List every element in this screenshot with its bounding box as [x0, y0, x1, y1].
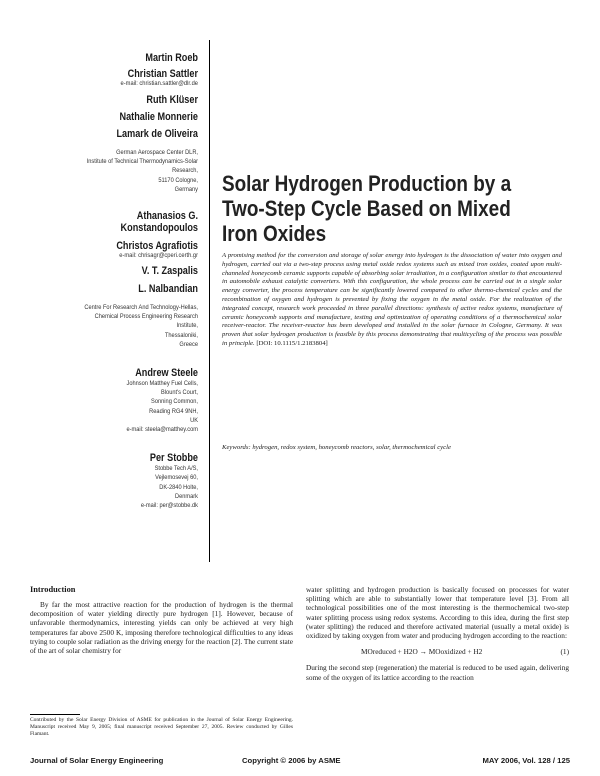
footer-issue: MAY 2006, Vol. 128 / 125: [482, 756, 570, 765]
affiliation-line: Germany: [174, 185, 198, 193]
author-block: [30, 128, 198, 194]
affiliation-line: Institute of Technical Thermodynamics-Solar: [86, 158, 198, 166]
footer-journal: Journal of Solar Energy Engineering: [30, 756, 164, 765]
author-block: [30, 52, 198, 64]
section-heading: Introduction: [30, 585, 76, 594]
author-name: Per Stobbe: [149, 452, 198, 465]
author-block: [30, 265, 198, 277]
author-name: L. Nalbandian: [138, 283, 198, 296]
paper-title: [222, 171, 514, 246]
affiliation-line: Blount's Court,: [161, 389, 198, 397]
footnote: Contributed by the Solar Energy Division of ASME for publication in the Journal of Solar Energy Engineering. Manuscript received May 9, 2005; final manuscript received September 27, 2005. Review conducted by Gilles Flamant.: [30, 717, 293, 737]
affiliation-line: Johnson Matthey Fuel Cells,: [126, 380, 198, 388]
affiliation-line: Sonning Common,: [151, 398, 198, 406]
author-block: [30, 111, 198, 123]
affiliation-line: Institute,: [176, 322, 198, 330]
author-name: Ruth Klüser: [146, 94, 198, 106]
author-block: [30, 240, 198, 260]
paragraph: By far the most attractive reaction for the production of hydrogen is the thermal decomposition of water yielding directly pure hydrogen [1]. However, because of unfavorable thermodynamics, interesting yields can only be achieved at very high temperatures far above 2500 K, imposing therefore technological difficulties to any ideas trying to couple solar radiation as the driving energy for the reaction [2]. The current state of the art of solar chemistry for: [30, 600, 293, 656]
doi[interactable]: [DOI: 10.1115/1.2183804]: [256, 339, 328, 347]
affiliation-line: German Aerospace Center DLR,: [116, 149, 198, 156]
author-name: Konstandopoulos: [120, 222, 198, 235]
author-email[interactable]: e-mail: per@stobbe.dk: [140, 502, 198, 510]
affiliation-line: Chemical Process Engineering Research: [94, 313, 198, 321]
abstract: [222, 252, 562, 349]
author-email[interactable]: e-mail: christian.sattler@dlr.de: [120, 80, 198, 87]
affiliation-line: Greece: [179, 340, 198, 348]
author-email[interactable]: e-mail: chrisagr@cperi.certh.gr: [119, 252, 198, 260]
affiliation-line: Thessaloniki,: [164, 331, 198, 339]
author-name: Lamark de Oliveira: [116, 128, 198, 140]
affiliation-line: 51170 Cologne,: [158, 176, 198, 184]
affiliation-line: Reading RG4 9NH,: [149, 407, 198, 415]
author-name: Martin Roeb: [145, 52, 198, 64]
author-name: Athanasios G.: [136, 210, 198, 223]
footer-copyright: Copyright © 2006 by ASME: [242, 756, 341, 765]
author-block: [30, 283, 198, 349]
affiliation-line: Denmark: [175, 492, 198, 500]
footnote-rule: [30, 714, 80, 715]
title-line: Solar Hydrogen Production by a: [222, 171, 512, 196]
author-block: [30, 210, 198, 234]
author-list: [30, 52, 198, 510]
equation: [306, 640, 569, 663]
author-block: [30, 452, 198, 510]
equation-text: MOreduced + H2O → MOoxidized + H2: [361, 647, 483, 657]
paragraph: During the second step (regeneration) the material is reduced to be used again, delivering some of the oxygen of its lattice according to the reaction: [306, 663, 569, 682]
affiliation-line: Research,: [172, 167, 198, 175]
affiliation-line: UK: [190, 416, 198, 424]
paragraph: water splitting and hydrogen production is basically focused on processes for water splitting which are able to substantially lower that temperature level [3]. From all technological possibilities one of the most interesting is the thermochemical two-step water splitting process using redox systems. According to this idea, during the first step (water splitting) the reduced and therefore activated material (usually a metal oxide) is oxidized by taking oxygen from water and producing hydrogen according to the reaction:: [306, 585, 569, 641]
author-name: Nathalie Monnerie: [119, 111, 198, 123]
author-name: Christian Sattler: [127, 68, 198, 80]
affiliation-line: Centre For Research And Technology-Hellas,: [84, 304, 198, 312]
author-name: Christos Agrafiotis: [116, 240, 198, 253]
keywords: Keywords: hydrogen, redox system, honeycomb reactors, solar, thermochemical cycle: [222, 444, 451, 451]
author-name: V. T. Zaspalis: [141, 265, 198, 278]
title-line: Iron Oxides: [222, 221, 327, 246]
title-line: Two-Step Cycle Based on Mixed: [222, 196, 511, 221]
abstract-text: A promising method for the conversion and storage of solar energy into hydrogen is the dissociation of water into oxygen and hydrogen, carried out via a two-step process using metal oxide redox systems such as mixed iron oxides, coated upon multi-channeled honeycomb ceramic supports capable of absorbing solar irradiation, in a configuration similar to that encountered in automobile exhaust catalytic converters. With this configuration, the whole process can be carried out in a single solar energy converter, the process temperature can be significantly lowered compared to other thermo-chemical cycles and the recombination of oxygen and hydrogen is prevented by fixing the oxygen in the metal oxide. For the realization of the integrated concept, research work proceeded in three parallel directions: synthesis of active redox systems, manufacture of ceramic honeycomb supports and manufacture, testing and optimization of operating conditions of a thermochemical solar receiver-reactor. The receiver-reactor has been developed and installed in the solar furnace in Cologne, Germany. It was proven that solar hydrogen production is feasible by this process demonstrating that multicycling of the process was possible in principle.: [222, 252, 562, 347]
affiliation-line: Stobbe Tech A/S,: [154, 465, 198, 473]
author-email[interactable]: e-mail: steela@matthey.com: [126, 426, 198, 434]
equation-number: (1): [560, 647, 569, 657]
author-block: [30, 94, 198, 106]
affiliation-line: DK-2840 Holte,: [159, 483, 198, 491]
author-block: [30, 367, 198, 434]
body-column-right: [306, 585, 569, 682]
body-column-left: [30, 600, 293, 655]
author-block: [30, 68, 198, 88]
affiliation-line: Vejlemosevej 60,: [155, 474, 198, 482]
author-name: Andrew Steele: [135, 367, 198, 380]
column-divider: [209, 40, 210, 562]
